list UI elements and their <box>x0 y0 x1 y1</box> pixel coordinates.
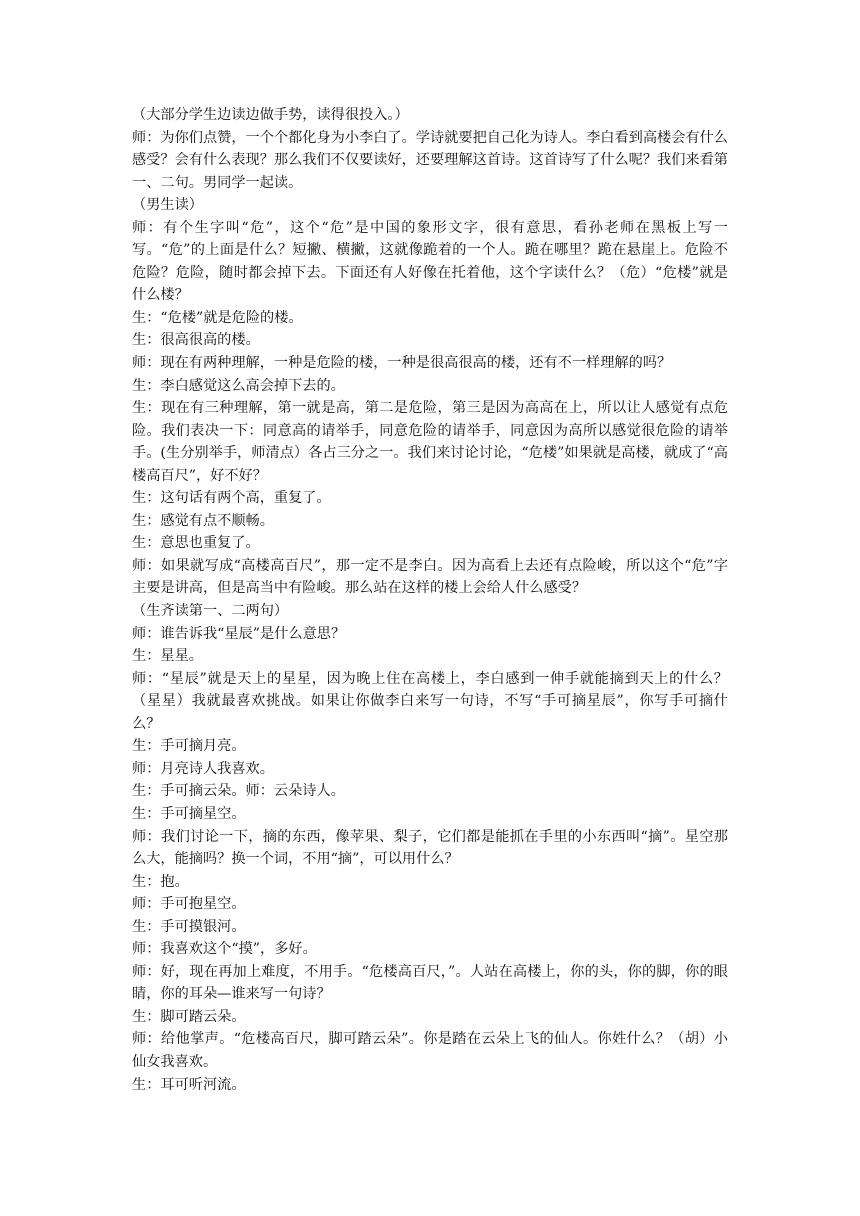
document-page <box>132 104 728 1096</box>
paragraph-student: 生：李白感觉这么高会掉下去的。 <box>132 377 345 394</box>
paragraph-student: 生：很高很高的楼。 <box>132 332 260 349</box>
paragraph-student: 生：这句话有两个高，重复了。 <box>132 490 331 507</box>
paragraph-teacher: 师：我喜欢这个“摸”，多好。 <box>132 941 317 958</box>
paragraph-student: 生：感觉有点不顺畅。 <box>132 512 274 529</box>
paragraph-student: 生：手可摘月亮。 <box>132 738 246 755</box>
paragraph-student: 生：耳可听河流。 <box>132 1076 246 1093</box>
paragraph-teacher: 师：给他掌声。“危楼高百尺，脚可踏云朵”。你是踏在云朵上飞的仙人。你姓什么？（胡）小仙女我喜欢。 <box>132 1031 728 1070</box>
paragraph-teacher: 师：月亮诗人我喜欢。 <box>132 760 274 777</box>
paragraph-student: 生：手可摘云朵。师：云朵诗人。 <box>132 783 345 800</box>
paragraph-teacher: 师：手可抱星空。 <box>132 896 246 913</box>
paragraph-stage-direction: （大部分学生边读边做手势，读得很投入。） <box>132 107 409 123</box>
paragraph-student: 生：手可摸银河。 <box>132 918 246 935</box>
paragraph-teacher: 师：有个生字叫“危”，这个“危”是中国的象形文字，很有意思，看孙老师在黑板上写一写。“危”的上面是什么？短撇、横撇，这就像跪着的一个人。跪在哪里？跪在悬崖上。危险不危险？危险，随时都会掉下去。下面还有人好像在托着他，这个字读什么？（危）“危楼”就是什么楼？ <box>132 219 728 304</box>
paragraph-teacher: 师：谁告诉我“星辰”是什么意思？ <box>132 625 346 642</box>
paragraph-student: 生：“危楼”就是危险的楼。 <box>132 309 303 326</box>
paragraph-teacher: 师：现在有两种理解，一种是危险的楼，一种是很高很高的楼，还有不一样理解的吗？ <box>132 355 672 372</box>
paragraph-student: 生：星星。 <box>132 648 203 665</box>
paragraph-stage-direction: （生齐读第一、二两句） <box>132 603 289 620</box>
paragraph-teacher: 师：我们讨论一下，摘的东西，像苹果、梨子，它们都是能抓在手里的小东西叫“摘”。星空那么大，能摘吗？换一个词，不用“摘”，可以用什么？ <box>132 828 728 868</box>
paragraph-student: 生：现在有三种理解，第一就是高，第二是危险，第三是因为高高在上，所以让人感觉有点危险。我们表决一下：同意高的请举手，同意危险的请举手，同意因为高所以感觉很危险的请举手。(生分别举手，师清点）各占三分之一。我们来讨论讨论，“危楼”如果就是高楼，就成了“高楼高百尺”，好不好？ <box>132 400 728 484</box>
paragraph-student: 生：抱。 <box>132 873 189 890</box>
paragraph-stage-direction: （男生读） <box>132 197 203 214</box>
paragraph-teacher: 师：为你们点赞，一个个都化身为小李白了。学诗就要把自己化为诗人。李白看到高楼会有什么感受？会有什么表现？那么我们不仅要读好，还要理解这首诗。这首诗写了什么呢？我们来看第一、二句。男同学一起读。 <box>132 129 728 191</box>
paragraph-teacher: 师：“星辰”就是天上的星星，因为晚上住在高楼上，李白感到一伸手就能摘到天上的什么？（星星）我就最喜欢挑战。如果让你做李白来写一句诗，不写“手可摘星辰”，你写手可摘什么？ <box>132 670 728 732</box>
paragraph-student: 生：意思也重复了。 <box>132 535 260 552</box>
paragraph-teacher: 师：好，现在再加上难度，不用手。“危楼高百尺，”。人站在高楼上，你的头，你的脚，你的眼睛，你的耳朵—谁来写一句诗？ <box>132 963 728 1003</box>
paragraph-teacher: 师：如果就写成“高楼高百尺”，那一定不是李白。因为高看上去还有点险峻，所以这个“危”字主要是讲高，但是高当中有险峻。那么站在这样的楼上会给人什么感受？ <box>132 557 728 597</box>
paragraph-student: 生：手可摘星空。 <box>132 805 246 822</box>
paragraph-student: 生：脚可踏云朵。 <box>132 1008 246 1025</box>
